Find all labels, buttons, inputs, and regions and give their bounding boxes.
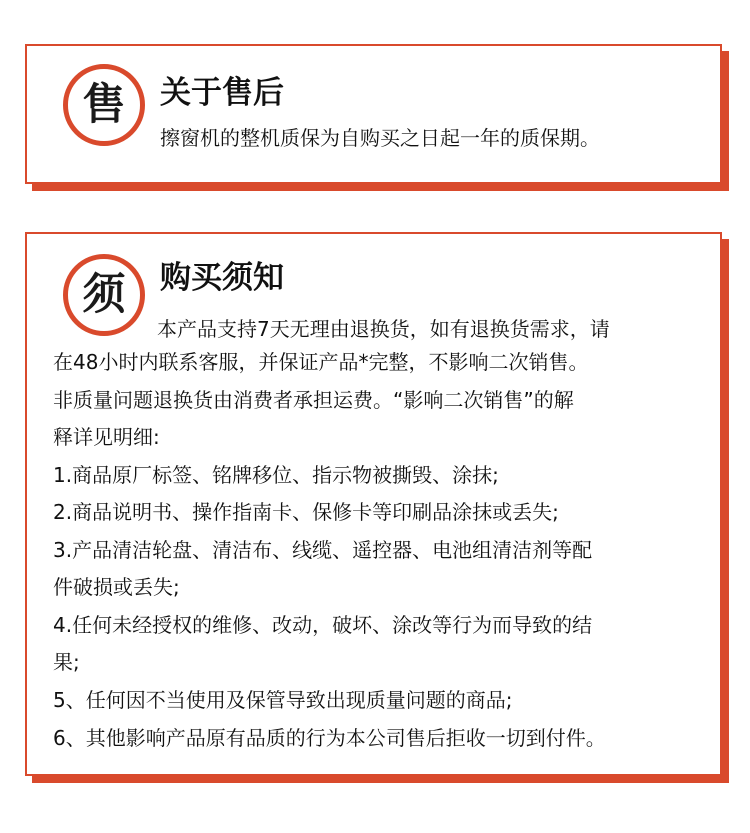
after-sales-title: 关于售后: [160, 75, 284, 111]
notice-item: 5、任何因不当使用及保管导致出现质量问题的商品;: [53, 688, 513, 712]
purchase-notice-title: 购买须知: [160, 260, 284, 296]
purchase-notice-badge-icon: 须: [63, 254, 145, 336]
after-sales-card: [25, 44, 722, 184]
after-sales-text: 擦窗机的整机质保为自购买之日起一年的质保期。: [160, 126, 600, 150]
notice-item: 果;: [53, 650, 80, 674]
notice-item: 3.产品清洁轮盘、清洁布、线缆、遥控器、电池组清洁剂等配: [53, 538, 593, 562]
notice-line: 本产品支持7天无理由退换货，如有退换货需求，请: [157, 317, 610, 341]
notice-line: 释详见明细:: [53, 425, 160, 449]
notice-line: 非质量问题退换货由消费者承担运费。“影响二次销售”的解: [53, 388, 574, 412]
notice-item: 件破损或丢失;: [53, 575, 180, 599]
notice-line: 在48小时内联系客服，并保证产品*完整，不影响二次销售。: [53, 350, 589, 374]
notice-item: 6、其他影响产品原有品质的行为本公司售后拒收一切到付件。: [53, 726, 606, 750]
notice-item: 1.商品原厂标签、铭牌移位、指示物被撕毁、涂抹;: [53, 463, 499, 487]
purchase-notice-card: [25, 232, 722, 776]
notice-item: 2.商品说明书、操作指南卡、保修卡等印刷品涂抹或丢失;: [53, 500, 559, 524]
notice-item: 4.任何未经授权的维修、改动，破坏、涂改等行为而导致的结: [53, 613, 593, 637]
after-sales-badge-icon: 售: [63, 64, 145, 146]
